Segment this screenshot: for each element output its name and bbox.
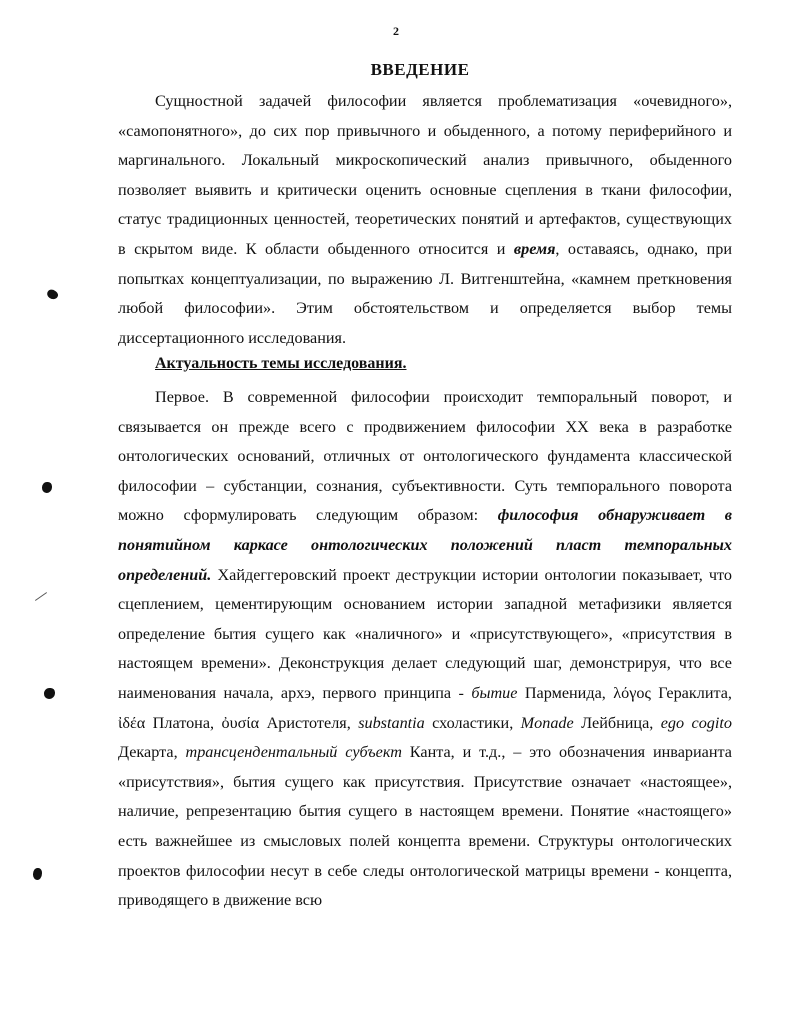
intro-text-1: Сущностной задачей философии является проблематизация «очевидного», «самопонятного», до сих пор привычного и обыденного, а потому периферийного и маргинального. Локальный микроскопический анализ привычного, обыденного позволяет выявить и критически оценить основные сцепления в ткани философии, статус традиционных ценностей, теоретических понятий и артефактов, существующих в скрытом виде. К области обыденного относится и: [118, 92, 732, 258]
relevance-text-3: Парменида, λόγος Гераклита, ἰδέα Платона, ὀυσία Аристотеля,: [118, 683, 732, 732]
relevance-thesis: философия обнаруживает в понятийном каркасе онтологических положений пласт темпоральных определений.: [118, 506, 733, 584]
term-transcendental-subject: трансцендентальный субъект: [185, 743, 402, 762]
section-title: ВВЕДЕНИЕ: [370, 60, 470, 79]
punch-hole-mark-icon: [44, 688, 55, 699]
term-monade: Monade: [520, 713, 574, 732]
punch-hole-mark-icon: [33, 868, 42, 880]
page-number: 2: [393, 24, 399, 38]
term-ego-cogito: ego cogito: [660, 713, 732, 732]
relevance-text-1: Первое. В современной философии происходит темпоральный поворот, и связывается он прежде всего с продвижением философии XX века в разработке онтологических оснований, отличных от онтологического фундамента классической философии – субстанции, сознания, субъективности. Суть темпорального поворота можно сформулировать следующим образом:: [118, 388, 732, 525]
relevance-text-5: Лейбница,: [573, 713, 661, 732]
relevance-text-6: Декарта,: [118, 743, 186, 762]
relevance-text-7: Канта, и т.д., – это обозначения инварианта «присутствия», бытия сущего как присутствия. Присутствие означает «настоящее», наличие, репрезентацию бытия сущего в настоящем времени. Понятие «настоящего» есть важнейшее из смысловых полей концепта времени. Структуры онтологических проектов философии несут в себе следы онтологической матрицы времени - концепта, приводящего в движение всю: [118, 743, 732, 910]
intro-emphasis-time: время: [513, 239, 556, 258]
term-substantia: substantia: [358, 713, 425, 732]
relevance-paragraph: [118, 383, 732, 916]
margin-scribble-icon: [35, 592, 47, 601]
intro-paragraph: [118, 87, 732, 353]
punch-hole-mark-icon: [45, 288, 59, 302]
intro-text-2: , оставаясь, однако, при попытках концептуализации, по выражению Л. Витгенштейна, «камнем преткновения любой философии». Этим обстоятельством и определяется выбор темы диссертационного исследования.: [118, 239, 732, 347]
punch-hole-mark-icon: [42, 482, 52, 493]
relevance-text-2: Хайдеггеровский проект деструкции истории онтологии показывает, что сцеплением, цементирующим основанием истории западной метафизики является определение бытия сущего как «наличного» и «присутствующего», «присутствия в настоящем времени». Деконструкция делает следующий шаг, демонстрируя, что все наименования начала, архэ, первого принципа -: [118, 565, 732, 702]
relevance-heading: Актуальность темы исследования.: [155, 355, 407, 372]
relevance-text-4: схоластики,: [424, 713, 521, 732]
term-bytie: бытие: [471, 683, 518, 702]
